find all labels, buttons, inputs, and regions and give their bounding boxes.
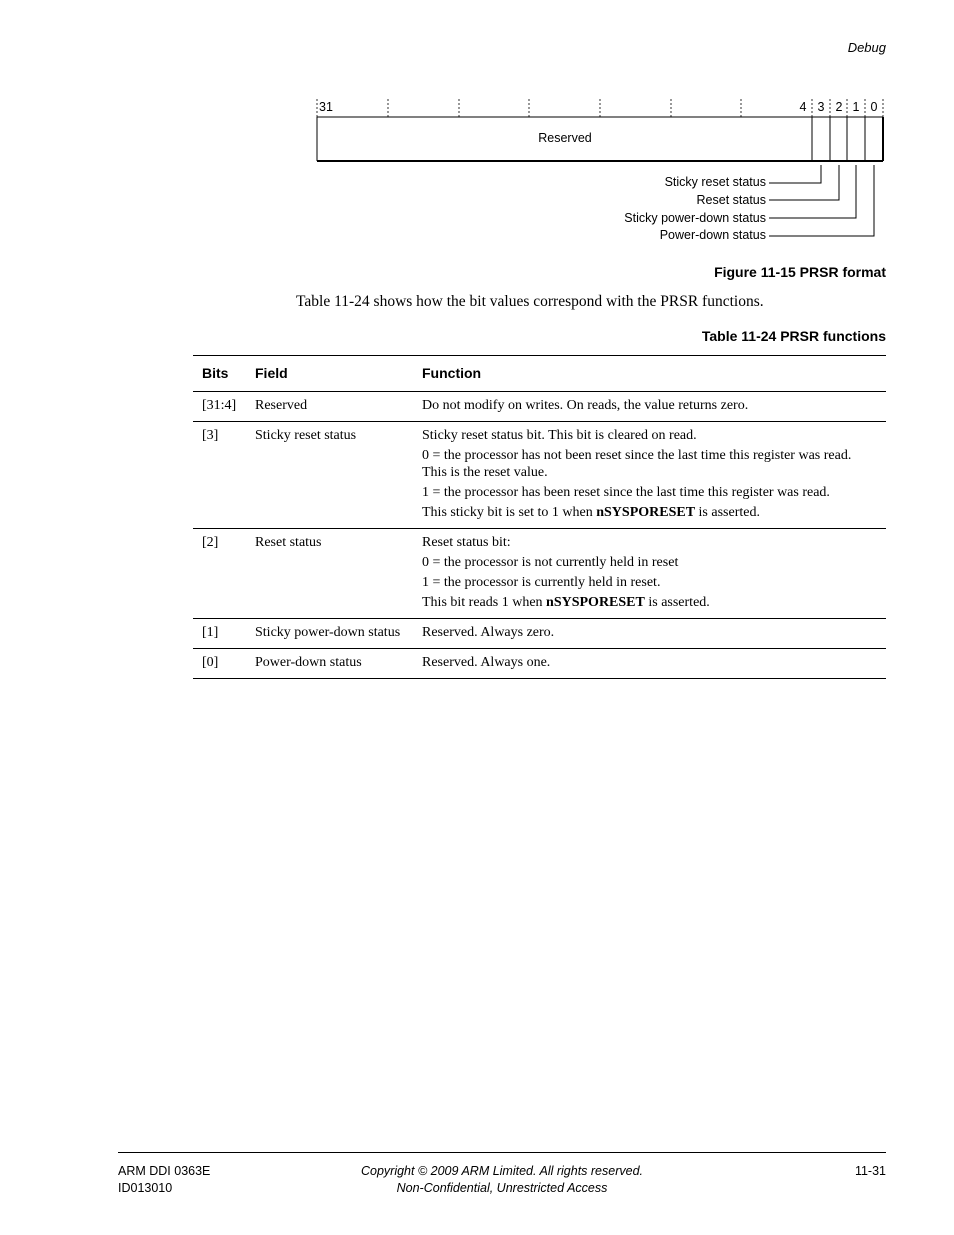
function-line: 1 = the processor has been reset since the last time this register was read. — [422, 485, 830, 500]
signal-name: nSYSPORESET — [596, 505, 696, 520]
bit-label-0: 0 — [870, 100, 878, 114]
footer-page-number: 11-31 — [854, 1164, 886, 1178]
intro-paragraph: Table 11-24 shows how the bit values correspond with the PRSR functions. — [296, 293, 764, 310]
note-text: is asserted. — [695, 505, 760, 520]
note-text: is asserted. — [644, 595, 710, 610]
function-line: Do not modify on writes. On reads, the value returns zero. — [422, 398, 749, 413]
callout-sticky-reset-status: Sticky reset status — [664, 175, 766, 189]
cell-bits: [3] — [193, 422, 246, 529]
figure-caption: Figure 11-15 PRSR format — [714, 264, 886, 280]
bit-tick-marks — [317, 99, 883, 117]
cell-function — [413, 422, 886, 529]
table-row — [193, 392, 886, 422]
header-field: Field — [246, 356, 413, 392]
bit-label-4: 4 — [799, 100, 807, 114]
cell-function — [413, 619, 886, 649]
footer-issue-id: ID013010 — [118, 1181, 173, 1195]
footer-doc-id: ARM DDI 0363E — [118, 1164, 211, 1178]
function-line: 0 = the processor is not currently held in reset — [422, 555, 679, 570]
signal-name: nSYSPORESET — [546, 595, 645, 610]
bit-label-1: 1 — [852, 100, 860, 114]
callout-power-down-status: Power-down status — [659, 228, 766, 242]
callout-reset-status: Reset status — [696, 193, 766, 207]
table-row — [193, 649, 886, 679]
register-box — [317, 117, 883, 161]
function-note — [422, 594, 878, 611]
note-text: This sticky bit is set to 1 when — [422, 505, 597, 520]
cell-function — [413, 392, 886, 422]
running-header-section: Debug — [847, 40, 886, 55]
function-line: 1 = the processor is currently held in reset. — [422, 575, 661, 590]
prsr-functions-table — [193, 355, 886, 679]
cell-bits: [2] — [193, 529, 246, 619]
cell-field: Power-down status — [246, 649, 413, 679]
bit-label-31: 31 — [319, 100, 333, 114]
footer-access: Non-Confidential, Unrestricted Access — [396, 1181, 608, 1195]
cell-bits: [0] — [193, 649, 246, 679]
footer-divider — [118, 1152, 886, 1153]
cell-function — [413, 649, 886, 679]
cell-field: Sticky power-down status — [246, 619, 413, 649]
table-row — [193, 422, 886, 529]
function-line: Sticky reset status bit. This bit is cleared on read. — [422, 428, 697, 443]
footer-legal — [0, 1163, 954, 1197]
table-row — [193, 619, 886, 649]
function-line: 0 = the processor has not been reset since the last time this register was read. This is the reset value. — [422, 448, 852, 480]
function-line: Reset status bit: — [422, 535, 511, 550]
cell-field: Sticky reset status — [246, 422, 413, 529]
cell-bits: [31:4] — [193, 392, 246, 422]
callout-leaders — [769, 165, 874, 236]
header-bits: Bits — [193, 356, 246, 392]
reserved-field-label: Reserved — [538, 131, 592, 145]
cell-bits: [1] — [193, 619, 246, 649]
table-caption: Table 11-24 PRSR functions — [701, 328, 886, 344]
bit-label-2: 2 — [835, 100, 843, 114]
footer-copyright: Copyright © 2009 ARM Limited. All rights reserved. — [360, 1164, 643, 1178]
table-header-row — [193, 356, 886, 392]
function-line: Reserved. Always zero. — [422, 625, 555, 640]
table-row — [193, 529, 886, 619]
function-note — [422, 504, 878, 521]
cell-function — [413, 529, 886, 619]
prsr-register-diagram — [0, 0, 954, 260]
callout-sticky-power-down-status: Sticky power-down status — [624, 211, 766, 225]
cell-field: Reserved — [246, 392, 413, 422]
header-function: Function — [413, 356, 886, 392]
cell-field: Reset status — [246, 529, 413, 619]
function-line: Reserved. Always one. — [422, 655, 551, 670]
note-text: This bit reads 1 when — [422, 595, 547, 610]
bit-label-3: 3 — [817, 100, 825, 114]
